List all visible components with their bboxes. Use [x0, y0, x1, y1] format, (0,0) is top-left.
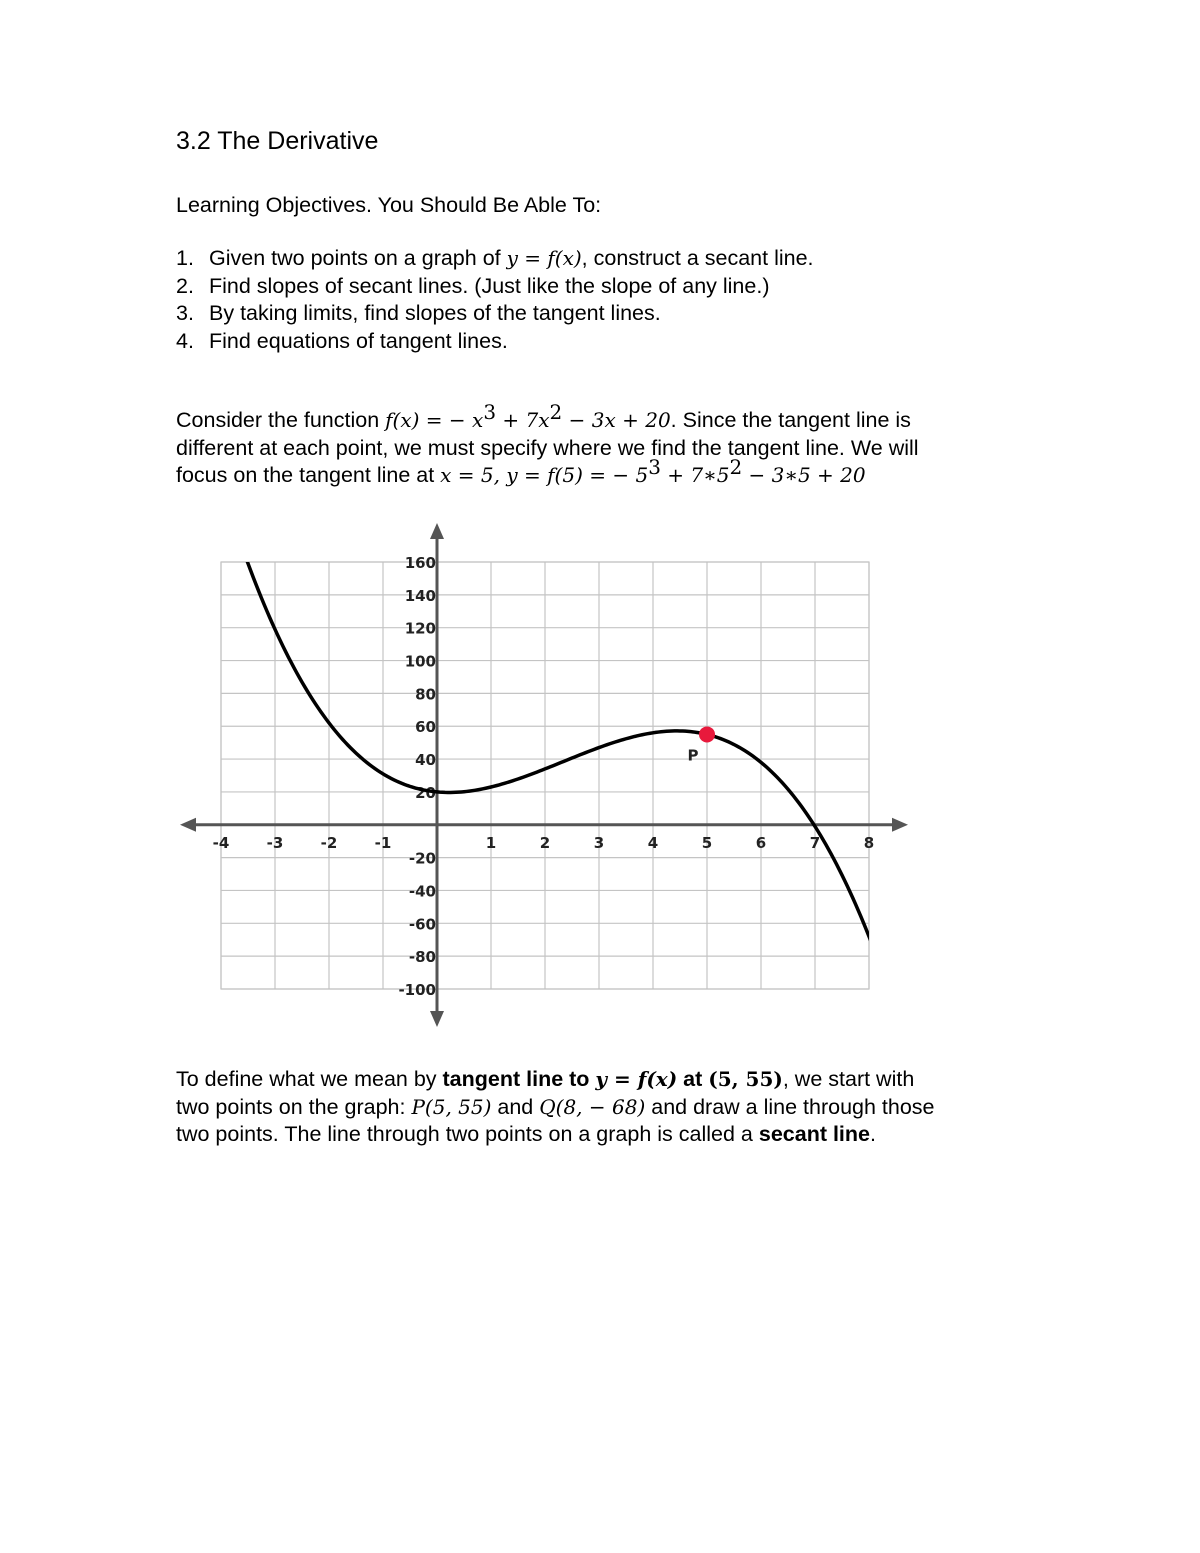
y-tick-label: 120 [404, 619, 436, 638]
point-label: P [687, 746, 699, 765]
x-tick-label: -1 [374, 833, 392, 852]
page-title: 3.2 The Derivative [176, 127, 379, 155]
y-tick-label: -20 [408, 849, 436, 868]
x-tick-label: -2 [320, 833, 338, 852]
secant-paragraph [176, 1066, 935, 1149]
x-tick-label: 1 [485, 833, 497, 852]
paragraph-line: To define what we mean by tangent line to y = f(x) at (5, 55), we start with [176, 1067, 915, 1091]
objective-item: 4. Find equations of tangent lines. [176, 328, 508, 353]
x-tick-label: -3 [266, 833, 284, 852]
y-tick-label: 40 [415, 751, 436, 770]
y-tick-label: 160 [404, 554, 436, 572]
paragraph-line: Consider the function f(x) = − $x^3 + 7x^2 - 3x + 20$. Since the tangent line is [176, 399, 911, 432]
y-tick-label: -80 [408, 948, 436, 967]
x-tick-label: 4 [647, 833, 659, 852]
paragraph-line: two points on the graph: P(5, 55) and Q(8, − 68) and draw a line through those [176, 1094, 935, 1119]
objectives-heading: Learning Objectives. You Should Be Able To: [176, 193, 602, 217]
objectives-list [176, 245, 814, 355]
x-tick-label: 3 [593, 833, 605, 852]
paragraph-line: focus on the tangent line at x = 5, y = f(5) = − $5^3$ + $7∗5^2$ − 3∗5 + 20 [176, 454, 866, 487]
x-axis-arrow-right [892, 818, 908, 832]
objective-item: 3. By taking limits, find slopes of the tangent lines. [176, 301, 661, 325]
x-tick-label: 2 [539, 833, 551, 852]
function-curve [243, 549, 878, 958]
objective-item: 1. Given two points on a graph of y = f(x), construct a secant line. [176, 246, 814, 270]
x-tick-label: 5 [701, 833, 713, 852]
y-tick-label: 60 [415, 718, 436, 737]
paragraph-line: different at each point, we must specify where we find the tangent line. We will [176, 435, 919, 460]
paragraph-line: two points. The line through two points on a graph is called a secant line. [176, 1122, 876, 1146]
function-paragraph [176, 399, 919, 490]
secant-line-term: secant line [758, 1122, 870, 1146]
y-tick-label: -60 [408, 915, 436, 934]
objective-item: 2. Find slopes of secant lines. (Just like the slope of any line.) [176, 273, 770, 298]
x-tick-label: 8 [863, 833, 875, 852]
y-axis-arrow-down [430, 1011, 444, 1027]
y-tick-label: 20 [415, 783, 436, 802]
x-axis-arrow-left [180, 818, 196, 832]
x-tick-label: -4 [212, 833, 230, 852]
x-tick-label: 6 [755, 833, 767, 852]
x-tick-label: 7 [809, 833, 821, 852]
y-tick-label: 80 [415, 685, 436, 704]
y-axis-arrow-up [430, 523, 444, 539]
point-marker [699, 726, 715, 742]
y-tick-label: -100 [398, 981, 436, 999]
y-tick-label: 140 [404, 586, 436, 605]
y-tick-label: 100 [404, 652, 436, 671]
y-tick-label: -40 [408, 882, 436, 901]
function-graph [176, 515, 916, 1035]
